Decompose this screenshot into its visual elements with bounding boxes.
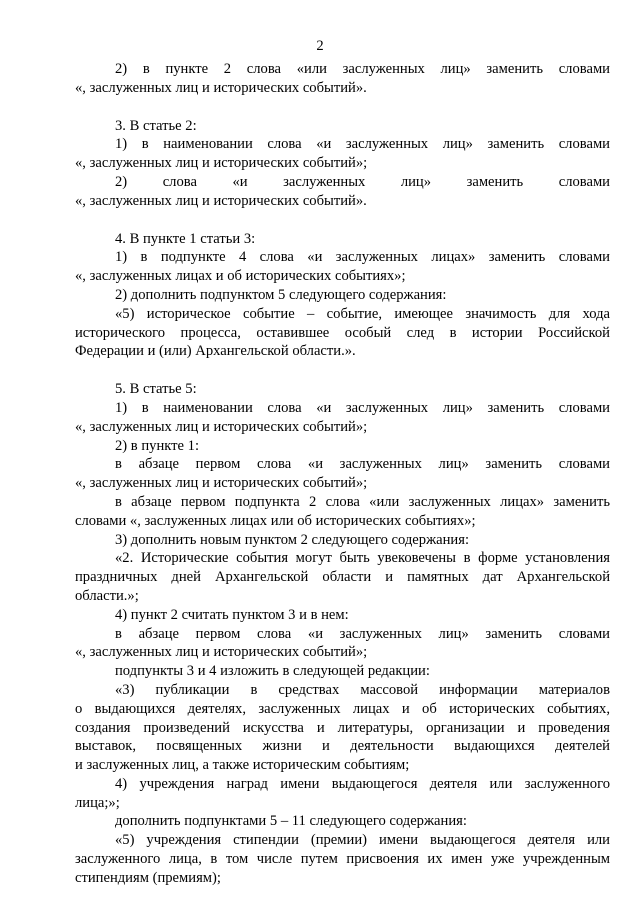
document-body xyxy=(75,60,610,888)
text-line: исторического процесса, оставившее особый след в истории Российской xyxy=(75,324,610,341)
text-line: словами «, заслуженных лицах или об исторических событиях»; xyxy=(75,512,476,529)
text-line: 1) в наименовании слова «и заслуженных лиц» заменить словами xyxy=(115,136,610,153)
text-line: 4) пункт 2 считать пунктом 3 и в нем: xyxy=(115,606,349,623)
text-line: 1) в наименовании слова «и заслуженных лиц» заменить словами xyxy=(115,399,610,416)
text-line: создания произведений искусства и литературы, организации и проведения xyxy=(75,719,610,736)
text-line: 3. В статье 2: xyxy=(115,117,197,134)
text-line: 1) в подпункте 4 слова «и заслуженных лицах» заменить словами xyxy=(115,249,610,266)
text-line: Федерации и (или) Архангельской области.». xyxy=(75,343,356,360)
text-line: подпункты 3 и 4 изложить в следующей редакции: xyxy=(115,663,430,680)
paragraph-gap xyxy=(75,211,610,230)
text-line: «3) публикации в средствах массовой информации материалов xyxy=(115,681,610,698)
text-line: выставок, посвященных жизни и деятельности выдающихся деятелей xyxy=(75,738,610,755)
text-line: праздничных дней Архангельской области и памятных дат Архангельской xyxy=(75,569,610,586)
text-line: 4. В пункте 1 статьи 3: xyxy=(115,230,256,247)
paragraph-gap xyxy=(75,361,610,380)
text-line: «2. Исторические события могут быть увековечены в форме установления xyxy=(115,550,610,567)
text-line: «5) историческое событие – событие, имеющее значимость для хода xyxy=(115,305,610,322)
text-line: о выдающихся деятелях, заслуженных лицах и об исторических событиях, xyxy=(75,700,610,717)
text-line: в абзаце первом слова «и заслуженных лиц» заменить словами xyxy=(115,625,610,642)
section-block xyxy=(75,117,610,211)
text-line: «, заслуженных лицах и об исторических событиях»; xyxy=(75,268,406,285)
section-block xyxy=(75,380,610,888)
text-line: «, заслуженных лиц и исторических событий»; xyxy=(75,418,368,435)
text-line: «, заслуженных лиц и исторических событий»; xyxy=(75,644,368,661)
text-line: 2) в пункте 1: xyxy=(115,437,200,454)
text-line: в абзаце первом подпункта 2 слова «или заслуженных лицах» заменить xyxy=(115,493,610,510)
text-line: области.»; xyxy=(75,587,139,604)
text-line: в абзаце первом слова «и заслуженных лиц» заменить словами xyxy=(115,456,610,473)
text-line: 3) дополнить новым пунктом 2 следующего содержания: xyxy=(115,531,470,548)
text-line: и заслуженных лиц, а также историческим событиям; xyxy=(75,757,410,774)
text-line: «, заслуженных лиц и исторических событий». xyxy=(75,192,367,209)
text-line: «5) учреждения стипендии (премии) имени выдающегося деятеля или xyxy=(115,832,610,849)
section-block xyxy=(75,230,610,362)
text-line: 2) слова «и заслуженных лиц» заменить словами xyxy=(115,173,610,190)
section-block xyxy=(75,60,610,98)
text-line: «, заслуженных лиц и исторических событий»; xyxy=(75,155,368,172)
text-line: 4) учреждения наград имени выдающегося деятеля или заслуженного xyxy=(115,775,610,792)
page-number: 2 xyxy=(316,38,324,54)
text-line: 5. В статье 5: xyxy=(115,381,197,398)
text-line: дополнить подпунктами 5 – 11 следующего содержания: xyxy=(115,813,467,830)
text-line: «, заслуженных лиц и исторических событий». xyxy=(75,79,367,96)
text-line: заслуженного лица, в том числе путем присвоения их имен уже учрежденным xyxy=(75,851,610,868)
text-line: стипендиям (премиям); xyxy=(75,869,221,886)
text-line: «, заслуженных лиц и исторических событий»; xyxy=(75,475,368,492)
paragraph-gap xyxy=(75,98,610,117)
text-line: 2) в пункте 2 слова «или заслуженных лиц» заменить словами xyxy=(115,61,610,77)
text-line: лица;»; xyxy=(75,794,120,811)
text-line: 2) дополнить подпунктом 5 следующего содержания: xyxy=(115,286,447,303)
